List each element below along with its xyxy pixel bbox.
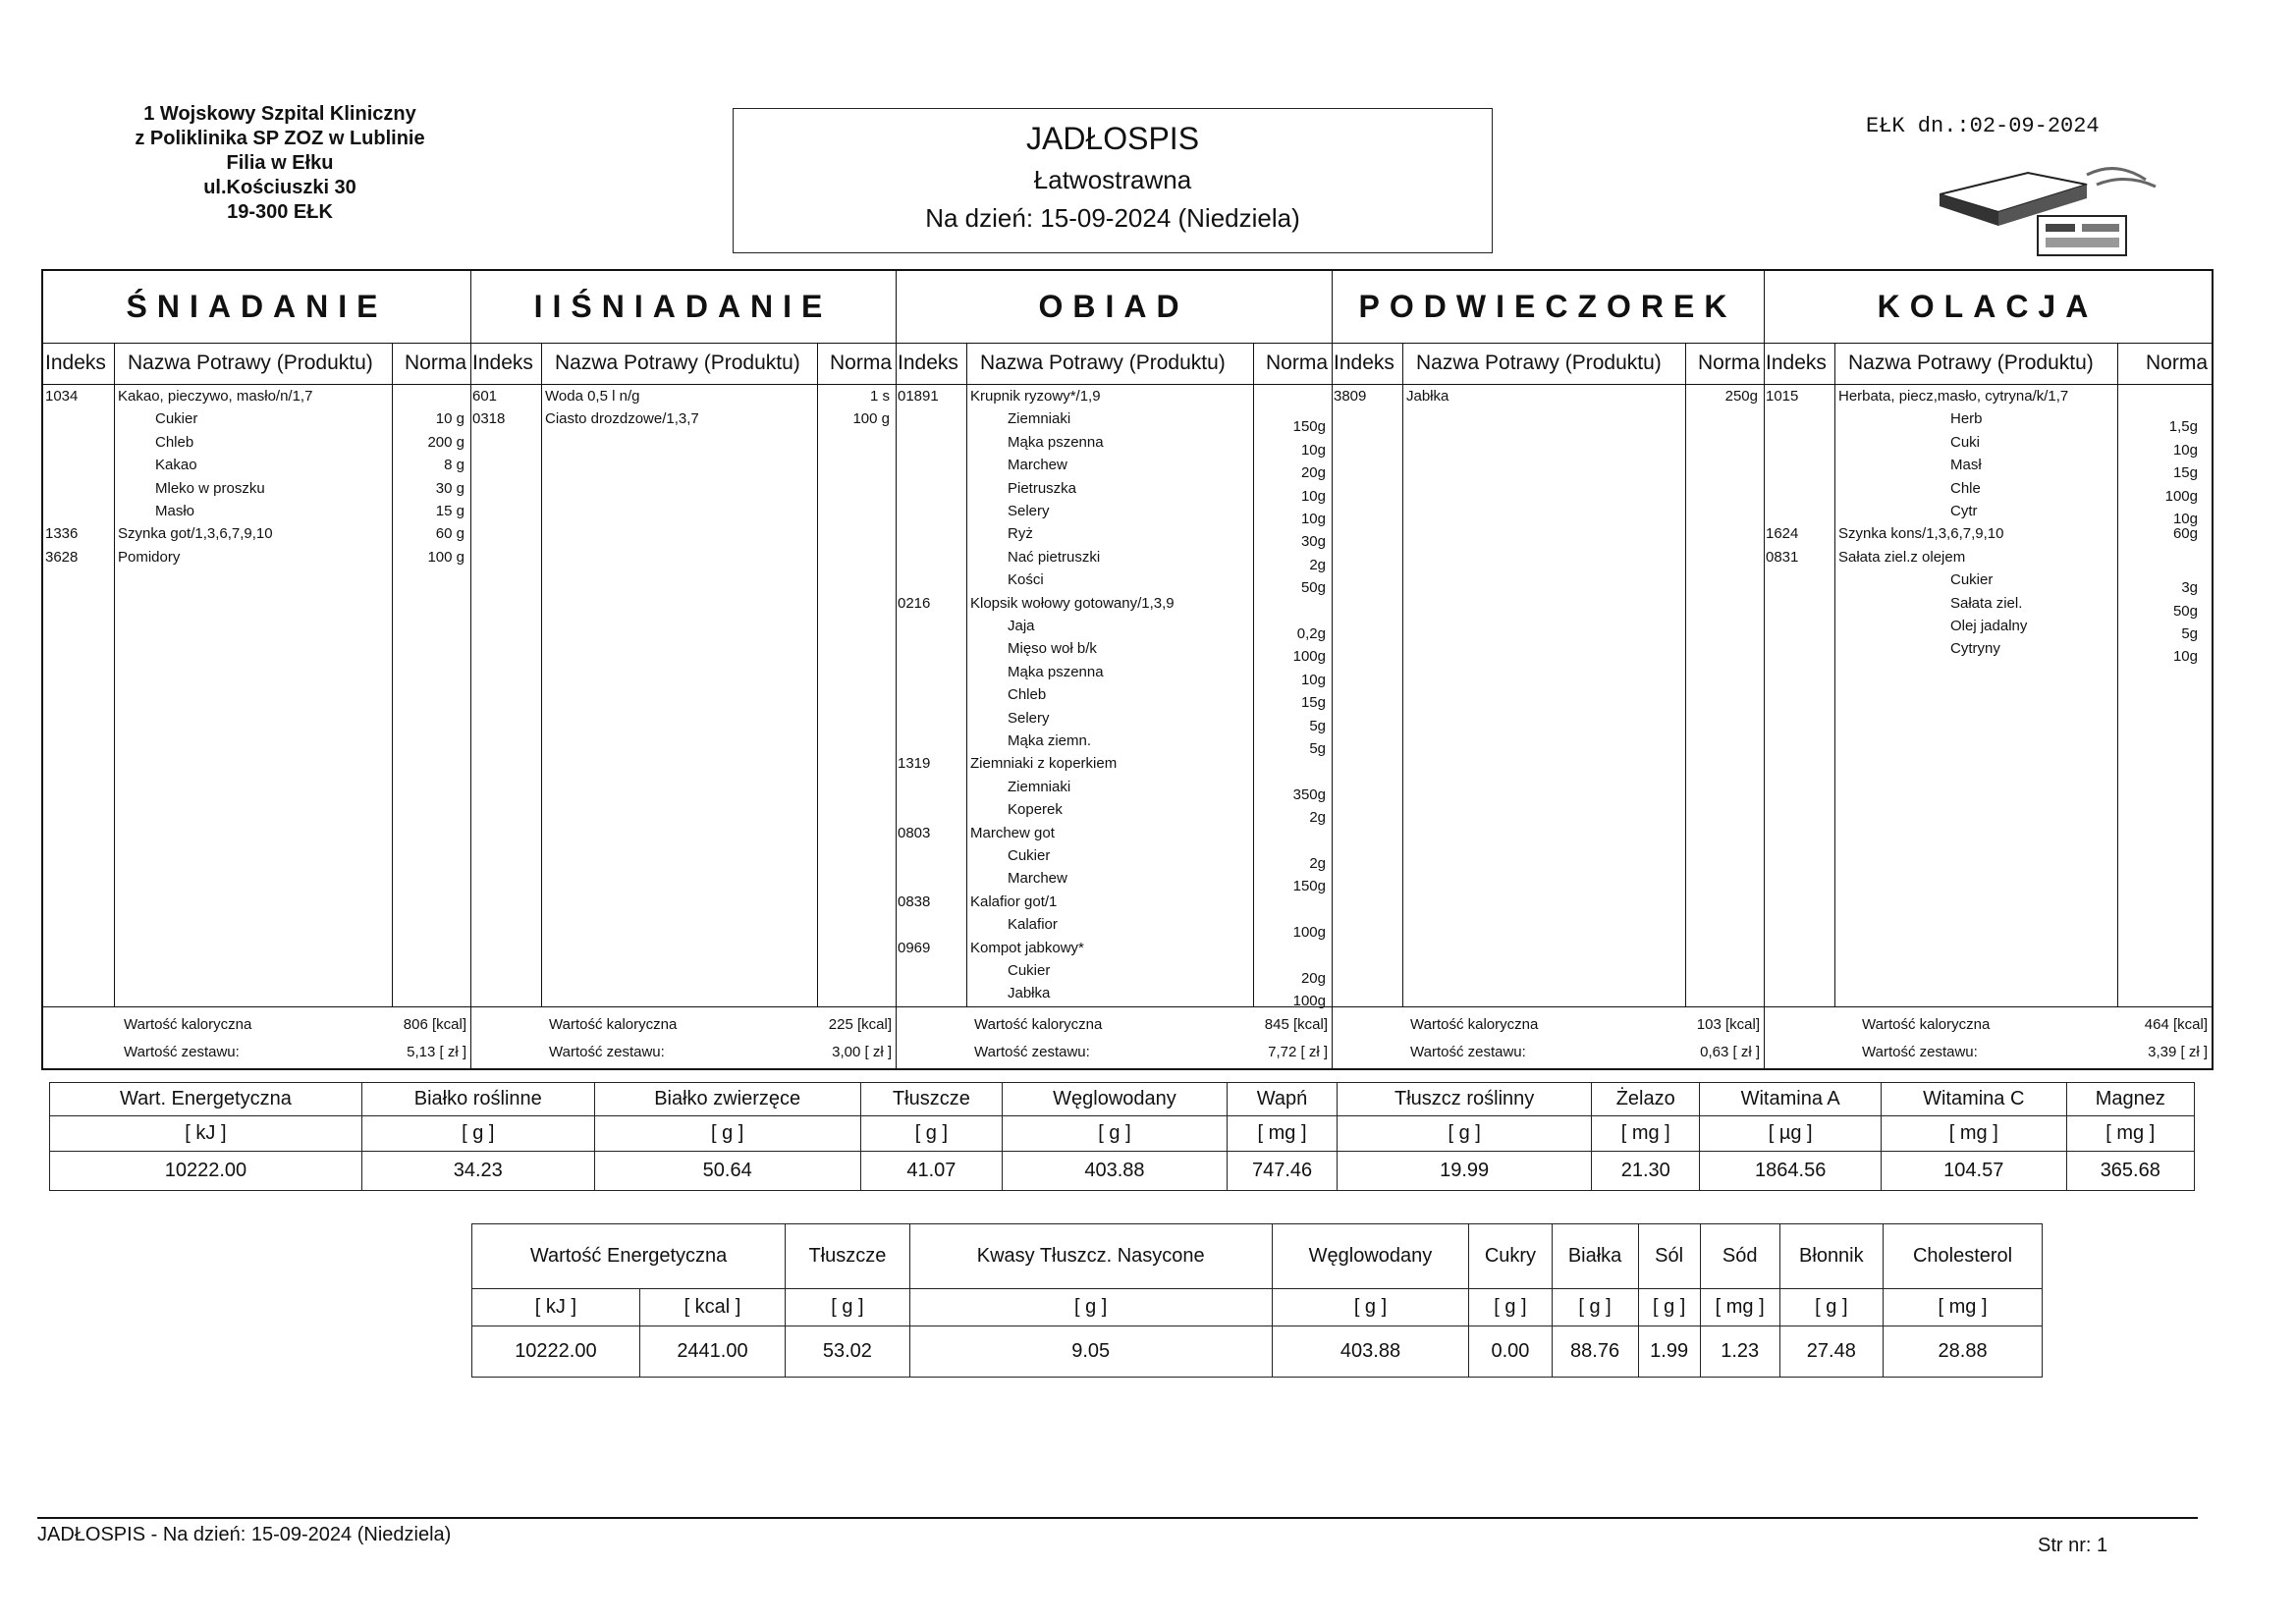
nutrition2-values-cell: 1.23: [1700, 1326, 1779, 1378]
menu-item-norm: 10g: [1300, 671, 1326, 688]
meal-column: [470, 271, 897, 1068]
nutrition2-units-cell: [ g ]: [786, 1289, 910, 1326]
menu-item-name: Szynka kons/1,3,6,7,9,10: [1838, 525, 2004, 543]
meal-title: PODWIECZOREK: [1332, 271, 1764, 344]
title-box: [733, 108, 1493, 253]
menu-item-index: 1034: [45, 388, 79, 405]
menu-item-index: 0831: [1766, 548, 1799, 566]
summary-divider: [1332, 1006, 1764, 1007]
column-header-index: Indeks: [472, 352, 533, 374]
menu-item-name: Kalafior: [1008, 916, 1058, 934]
cost-number: 5,13: [407, 1044, 436, 1060]
menu-item-name: Koperek: [1008, 801, 1063, 819]
calorie-value: [829, 1013, 892, 1037]
nutrition-units-cell: [ µg ]: [1700, 1116, 1882, 1152]
menu-item-norm: 150g: [1292, 878, 1326, 895]
nutrition2-header-cell: Cukry: [1469, 1224, 1552, 1289]
menu-item-name: Mąka pszenna: [1008, 663, 1104, 680]
menu-item-norm: 8 g: [444, 457, 465, 474]
menu-item-norm: 5g: [1309, 740, 1326, 757]
menu-item-name: Chleb: [155, 433, 194, 451]
menu-item-name: Cukier: [1008, 847, 1051, 864]
nutrition-headers-cell: Wapń: [1227, 1083, 1337, 1116]
menu-item-name: Selery: [1008, 709, 1050, 727]
nutrition-values-cell: 34.23: [361, 1152, 594, 1191]
nutrition-values-cell: 104.57: [1881, 1152, 2066, 1191]
column-header-name: Nazwa Potrawy (Produktu): [1848, 352, 2094, 374]
menu-item-name: Masł: [1950, 457, 1982, 474]
column-divider: [1402, 343, 1403, 1007]
nutrition-values-cell: 1864.56: [1700, 1152, 1882, 1191]
menu-item-norm: 10g: [1300, 487, 1326, 505]
calorie-value: [404, 1013, 466, 1037]
menu-item-index: 1624: [1766, 525, 1799, 543]
column-divider: [392, 343, 393, 1007]
menu-item-norm: 10 g: [435, 410, 465, 428]
menu-item-norm: 100 g: [852, 410, 890, 428]
column-header-norm: Norma: [1265, 352, 1328, 374]
nutrition-table-1: [49, 1082, 2195, 1191]
calorie-unit: [kcal]: [2172, 1016, 2208, 1033]
column-header-name: Nazwa Potrawy (Produktu): [555, 352, 800, 374]
calorie-number: 103: [1696, 1016, 1722, 1033]
nutrition2-header-cell: Sól: [1638, 1224, 1700, 1289]
meal-column: [896, 271, 1333, 1068]
nutrition-units-cell: [ mg ]: [1881, 1116, 2066, 1152]
menu-item-norm: 200 g: [427, 433, 465, 451]
column-divider: [1253, 343, 1254, 1007]
menu-item-name: Mleko w proszku: [155, 479, 265, 497]
calorie-label: Wartość kaloryczna: [1410, 1016, 1539, 1033]
summary-divider: [43, 1006, 470, 1007]
nutrition2-values-cell: 10222.00: [472, 1326, 640, 1378]
menu-item-index: 1336: [45, 525, 79, 543]
menu-item-norm: 100g: [1292, 648, 1326, 666]
nutrition-units-cell: [ g ]: [860, 1116, 1002, 1152]
nutrition-unit-row: [50, 1116, 2195, 1152]
menu-item-norm: 1 s: [869, 388, 890, 405]
cost-summary: [1862, 1041, 2208, 1064]
cost-value: [1700, 1041, 1760, 1064]
nutrition-units-cell: [ g ]: [594, 1116, 860, 1152]
menu-item-index: 01891: [898, 388, 939, 405]
menu-item-name: Pomidory: [118, 548, 181, 566]
menu-item-norm: 30g: [1300, 533, 1326, 551]
nutrition2-units-cell: [ mg ]: [1884, 1289, 2043, 1326]
menu-item-name: Cukier: [1008, 962, 1051, 979]
column-header-row: [1764, 343, 2212, 385]
menu-item-norm: 3g: [2181, 579, 2198, 597]
menu-item-norm: 15g: [2172, 464, 2198, 482]
column-header-row: [896, 343, 1332, 385]
column-header-norm: Norma: [829, 352, 892, 374]
nutrition-values-cell: 365.68: [2066, 1152, 2194, 1191]
cost-summary: [549, 1041, 892, 1064]
menu-item-norm: 20g: [1300, 464, 1326, 482]
menu-item-name: Mięso woł b/k: [1008, 640, 1097, 658]
menu-item-norm: 10g: [2172, 441, 2198, 459]
nutrition-units-cell: [ mg ]: [1227, 1116, 1337, 1152]
cost-summary: [1410, 1041, 1760, 1064]
menu-item-index: 3809: [1334, 388, 1367, 405]
meal-column: [1764, 271, 2212, 1068]
nutrition-headers-cell: Witamina A: [1700, 1083, 1882, 1116]
column-header-row: [470, 343, 896, 385]
menu-item-index: 0318: [472, 410, 506, 428]
menu-item-index: 0803: [898, 824, 931, 841]
cost-number: 3,00: [832, 1044, 861, 1060]
nutrition2-header-cell: Tłuszcze: [786, 1224, 910, 1289]
nutrition2-values-cell: 28.88: [1884, 1326, 2043, 1378]
nutrition2-header-cell: Cholesterol: [1884, 1224, 2043, 1289]
menu-item-name: Cuki: [1950, 433, 1981, 451]
menu-table: [41, 269, 2214, 1070]
cost-unit: [ zł ]: [1300, 1044, 1328, 1060]
nutrition2-header-cell: Sód: [1700, 1224, 1779, 1289]
menu-item-norm: 10g: [1300, 441, 1326, 459]
menu-item-norm: 10g: [2172, 648, 2198, 666]
menu-item-norm: 2g: [1309, 809, 1326, 827]
menu-item-norm: 10g: [1300, 511, 1326, 527]
nutrition2-header-row: [472, 1224, 2043, 1289]
menu-item-index: 0838: [898, 893, 931, 910]
summary-divider: [470, 1006, 896, 1007]
column-divider: [1834, 343, 1835, 1007]
menu-item-norm: 15g: [1300, 694, 1326, 712]
menu-item-name: Woda 0,5 l n/g: [545, 388, 640, 405]
cost-label: Wartość zestawu:: [974, 1044, 1090, 1060]
cost-number: 3,39: [2148, 1044, 2177, 1060]
nutrition2-unit-row: [472, 1289, 2043, 1326]
menu-item-name: Mąka ziemn.: [1008, 732, 1092, 749]
menu-item-norm: 150g: [1292, 418, 1326, 436]
calorie-value: [1265, 1013, 1328, 1037]
menu-item-norm: 350g: [1292, 785, 1326, 803]
menu-date: Na dzień: 15-09-2024 (Niedziela): [925, 203, 1300, 233]
menu-item-name: Ziemniaki z koperkiem: [970, 755, 1118, 773]
column-divider: [966, 343, 967, 1007]
calorie-label: Wartość kaloryczna: [974, 1016, 1103, 1033]
nutrition2-value-row: [472, 1326, 2043, 1378]
menu-item-name: Ciasto drozdzowe/1,3,7: [545, 410, 699, 428]
calorie-value: [2145, 1013, 2208, 1037]
nutrition-header-row: [50, 1083, 2195, 1116]
cost-summary: [974, 1041, 1328, 1064]
menu-item-norm: 100g: [2164, 487, 2198, 505]
menu-item-norm: 5g: [2181, 625, 2198, 642]
nutrition-headers-cell: Tłuszcz roślinny: [1338, 1083, 1592, 1116]
calorie-number: 845: [1264, 1016, 1289, 1033]
nutrition-headers-cell: Tłuszcze: [860, 1083, 1002, 1116]
calorie-summary: [1862, 1013, 2208, 1037]
menu-item-name: Kompot jabkowy*: [970, 939, 1084, 956]
menu-item-norm: 100g: [1292, 993, 1326, 1010]
calorie-number: 225: [828, 1016, 853, 1033]
page-number: Str nr: 1: [2038, 1535, 2108, 1556]
calorie-unit: [kcal]: [1724, 1016, 1760, 1033]
cost-unit: [ zł ]: [439, 1044, 466, 1060]
nutrition-units-cell: [ mg ]: [1592, 1116, 1700, 1152]
nutrition2-units-cell: [ g ]: [1638, 1289, 1700, 1326]
nutrition-headers-cell: Witamina C: [1881, 1083, 2066, 1116]
nutrition2-units-cell: [ mg ]: [1700, 1289, 1779, 1326]
nutrition-values-cell: 41.07: [860, 1152, 1002, 1191]
menu-item-name: Jabłka: [1008, 985, 1051, 1002]
menu-item-name: Chle: [1950, 479, 1981, 497]
nutrition-values-cell: 747.46: [1227, 1152, 1337, 1191]
menu-item-name: Kakao, pieczywo, masło/n/1,7: [118, 388, 313, 405]
menu-item-name: Cukier: [155, 410, 198, 428]
nutrition-value-row: [50, 1152, 2195, 1191]
calorie-number: 464: [2144, 1016, 2169, 1033]
meal-column: [1332, 271, 1765, 1068]
nutrition2-values-cell: 53.02: [786, 1326, 910, 1378]
menu-item-norm: 2g: [1309, 556, 1326, 573]
calorie-unit: [kcal]: [856, 1016, 892, 1033]
cost-value: [832, 1041, 892, 1064]
nutrition2-values-cell: 2441.00: [639, 1326, 785, 1378]
nutrition2-units-cell: [ kcal ]: [639, 1289, 785, 1326]
menu-item-index: 1015: [1766, 388, 1799, 405]
nutrition-units-cell: [ mg ]: [2066, 1116, 2194, 1152]
cost-label: Wartość zestawu:: [549, 1044, 665, 1060]
menu-item-norm: 50g: [2172, 602, 2198, 620]
menu-item-norm: 20g: [1300, 970, 1326, 987]
nutrition2-units-cell: [ g ]: [1552, 1289, 1638, 1326]
menu-item-index: 0216: [898, 594, 931, 612]
nutrition-units-cell: [ g ]: [361, 1116, 594, 1152]
menu-item-name: Kalafior got/1: [970, 893, 1058, 910]
summary-divider: [1764, 1006, 2212, 1007]
column-header-norm: Norma: [404, 352, 466, 374]
calorie-summary: [124, 1013, 466, 1037]
nutrition-headers-cell: Wart. Energetyczna: [50, 1083, 362, 1116]
nutrition-values-cell: 10222.00: [50, 1152, 362, 1191]
nutrition-headers-cell: Żelazo: [1592, 1083, 1700, 1116]
menu-item-norm: 10g: [2172, 511, 2198, 527]
menu-item-name: Herbata, piecz,masło, cytryna/k/1,7: [1838, 388, 2069, 405]
calorie-label: Wartość kaloryczna: [124, 1016, 252, 1033]
menu-item-norm: 2g: [1309, 855, 1326, 872]
cost-label: Wartość zestawu:: [1862, 1044, 1978, 1060]
menu-item-norm: 60g: [2172, 525, 2198, 543]
column-divider: [541, 343, 542, 1007]
cost-summary: [124, 1041, 466, 1064]
cost-number: 7,72: [1268, 1044, 1297, 1060]
cost-label: Wartość zestawu:: [124, 1044, 240, 1060]
column-header-norm: Norma: [1697, 352, 1760, 374]
nutrition-table-2: [471, 1223, 2043, 1378]
menu-item-index: 0969: [898, 939, 931, 956]
menu-item-name: Nać pietruszki: [1008, 548, 1101, 566]
nutrition2-units-cell: [ g ]: [1779, 1289, 1884, 1326]
nutrition-values-cell: 403.88: [1003, 1152, 1228, 1191]
hospital-address: [88, 102, 471, 225]
nutrition2-values-cell: 1.99: [1638, 1326, 1700, 1378]
calorie-summary: [549, 1013, 892, 1037]
nutrition2-values-cell: 0.00: [1469, 1326, 1552, 1378]
nutrition2-energy-header: Wartość Energetyczna: [472, 1224, 786, 1289]
hospital-line: ul.Kościuszki 30: [203, 177, 356, 198]
cost-label: Wartość zestawu:: [1410, 1044, 1526, 1060]
menu-item-name: Klopsik wołowy gotowany/1,3,9: [970, 594, 1175, 612]
menu-item-name: Ziemniaki: [1008, 410, 1071, 428]
nutrition-headers-cell: Magnez: [2066, 1083, 2194, 1116]
menu-item-index: 601: [472, 388, 498, 405]
calorie-label: Wartość kaloryczna: [549, 1016, 678, 1033]
menu-item-name: Marchew got: [970, 824, 1055, 841]
nutrition2-values-cell: 27.48: [1779, 1326, 1884, 1378]
nutrition-values-cell: 50.64: [594, 1152, 860, 1191]
calorie-summary: [1410, 1013, 1760, 1037]
nutrition2-units-cell: [ g ]: [1469, 1289, 1552, 1326]
menu-item-name: Marchew: [1008, 457, 1067, 474]
menu-item-name: Krupnik ryzowy*/1,9: [970, 388, 1101, 405]
menu-item-name: Ryż: [1008, 525, 1033, 543]
column-header-row: [1332, 343, 1764, 385]
nutrition-headers-cell: Węglowodany: [1003, 1083, 1228, 1116]
menu-item-norm: 1,5g: [2168, 418, 2198, 436]
nutrition-units-cell: [ g ]: [1338, 1116, 1592, 1152]
cost-unit: [ zł ]: [1732, 1044, 1760, 1060]
nutrition-units-cell: [ kJ ]: [50, 1116, 362, 1152]
menu-item-norm: 30 g: [435, 479, 465, 497]
nutrition2-header-cell: Węglowodany: [1272, 1224, 1469, 1289]
menu-item-index: 1319: [898, 755, 931, 773]
column-header-name: Nazwa Potrawy (Produktu): [128, 352, 373, 374]
column-divider: [114, 343, 115, 1007]
footer-label: JADŁOSPIS - Na dzień: 15-09-2024 (Niedziela): [37, 1524, 452, 1545]
menu-item-name: Szynka got/1,3,6,7,9,10: [118, 525, 273, 543]
calorie-unit: [kcal]: [1292, 1016, 1328, 1033]
column-header-row: [43, 343, 470, 385]
hospital-line: Filia w Ełku: [226, 152, 334, 174]
menu-item-norm: 15 g: [435, 503, 465, 519]
hospital-line: 1 Wojskowy Szpital Kliniczny: [143, 103, 416, 125]
cost-unit: [ zł ]: [864, 1044, 892, 1060]
menu-item-name: Ziemniaki: [1008, 778, 1071, 795]
calorie-summary: [974, 1013, 1328, 1037]
footer-divider: [37, 1517, 2198, 1519]
menu-item-name: Selery: [1008, 503, 1050, 519]
diet-name: Łatwostrawna: [1033, 165, 1192, 194]
menu-item-name: Olej jadalny: [1950, 618, 2028, 634]
menu-item-index: 3628: [45, 548, 79, 566]
column-divider: [817, 343, 818, 1007]
column-header-index: Indeks: [898, 352, 958, 374]
menu-item-name: Cytr: [1950, 503, 1978, 519]
meal-title: ŚNIADANIE: [43, 271, 470, 344]
hospital-line: 19-300 EŁK: [227, 201, 333, 223]
meal-title: IIŚNIADANIE: [470, 271, 896, 344]
meal-title: KOLACJA: [1764, 271, 2212, 344]
meal-column: [43, 271, 471, 1068]
cost-value: [1268, 1041, 1328, 1064]
menu-item-name: Mąka pszenna: [1008, 433, 1104, 451]
menu-item-norm: 100 g: [427, 548, 465, 566]
column-divider: [1685, 343, 1686, 1007]
menu-item-name: Chleb: [1008, 686, 1047, 704]
nutrition2-header-cell: Błonnik: [1779, 1224, 1884, 1289]
column-header-norm: Norma: [2145, 352, 2208, 374]
nutrition2-header-cell: Białka: [1552, 1224, 1638, 1289]
column-divider: [2117, 343, 2118, 1007]
nutrition2-units-cell: [ g ]: [909, 1289, 1272, 1326]
nutrition-values-cell: 21.30: [1592, 1152, 1700, 1191]
cost-unit: [ zł ]: [2180, 1044, 2208, 1060]
calorie-label: Wartość kaloryczna: [1862, 1016, 1991, 1033]
menu-item-name: Sałata ziel.: [1950, 594, 2023, 612]
column-header-name: Nazwa Potrawy (Produktu): [980, 352, 1226, 374]
nutrition-units-cell: [ g ]: [1003, 1116, 1228, 1152]
book-computer-logo: [1940, 155, 2165, 263]
menu-item-norm: 60 g: [435, 525, 465, 543]
column-header-index: Indeks: [45, 352, 106, 374]
cost-value: [2148, 1041, 2208, 1064]
calorie-unit: [kcal]: [431, 1016, 466, 1033]
menu-item-norm: 100g: [1292, 924, 1326, 942]
nutrition2-values-cell: 88.76: [1552, 1326, 1638, 1378]
cost-value: [407, 1041, 466, 1064]
nutrition-values-cell: 19.99: [1338, 1152, 1592, 1191]
menu-item-name: Kakao: [155, 457, 197, 474]
nutrition2-units-cell: [ g ]: [1272, 1289, 1469, 1326]
cost-number: 0,63: [1700, 1044, 1729, 1060]
column-header-index: Indeks: [1766, 352, 1827, 374]
menu-item-name: Masło: [155, 503, 195, 519]
menu-item-norm: 0,2g: [1296, 625, 1326, 642]
calorie-value: [1697, 1013, 1760, 1037]
column-header-name: Nazwa Potrawy (Produktu): [1416, 352, 1662, 374]
menu-item-norm: 50g: [1300, 579, 1326, 597]
menu-item-name: Cukier: [1950, 571, 1994, 589]
nutrition2-header-cell: Kwasy Tłuszcz. Nasycone: [909, 1224, 1272, 1289]
menu-item-norm: 250g: [1724, 388, 1758, 405]
menu-item-name: Cytryny: [1950, 640, 2000, 658]
meal-title: OBIAD: [896, 271, 1332, 344]
menu-item-name: Jabłka: [1406, 388, 1449, 405]
page-title: JADŁOSPIS: [1025, 121, 1200, 156]
issue-date: EŁK dn.:02-09-2024: [1866, 114, 2100, 138]
menu-item-name: Herb: [1950, 410, 1983, 428]
hospital-line: z Poliklinika SP ZOZ w Lublinie: [135, 128, 425, 149]
menu-item-name: Sałata ziel.z olejem: [1838, 548, 1966, 566]
calorie-number: 806: [403, 1016, 428, 1033]
summary-divider: [896, 1006, 1332, 1007]
menu-item-name: Marchew: [1008, 870, 1067, 888]
menu-item-name: Kości: [1008, 571, 1044, 589]
nutrition2-values-cell: 403.88: [1272, 1326, 1469, 1378]
menu-item-norm: 5g: [1309, 717, 1326, 734]
nutrition-headers-cell: Białko roślinne: [361, 1083, 594, 1116]
nutrition-headers-cell: Białko zwierzęce: [594, 1083, 860, 1116]
column-header-index: Indeks: [1334, 352, 1394, 374]
menu-item-name: Pietruszka: [1008, 479, 1077, 497]
menu-item-name: Jaja: [1008, 618, 1035, 634]
nutrition2-values-cell: 9.05: [909, 1326, 1272, 1378]
nutrition2-units-cell: [ kJ ]: [472, 1289, 640, 1326]
